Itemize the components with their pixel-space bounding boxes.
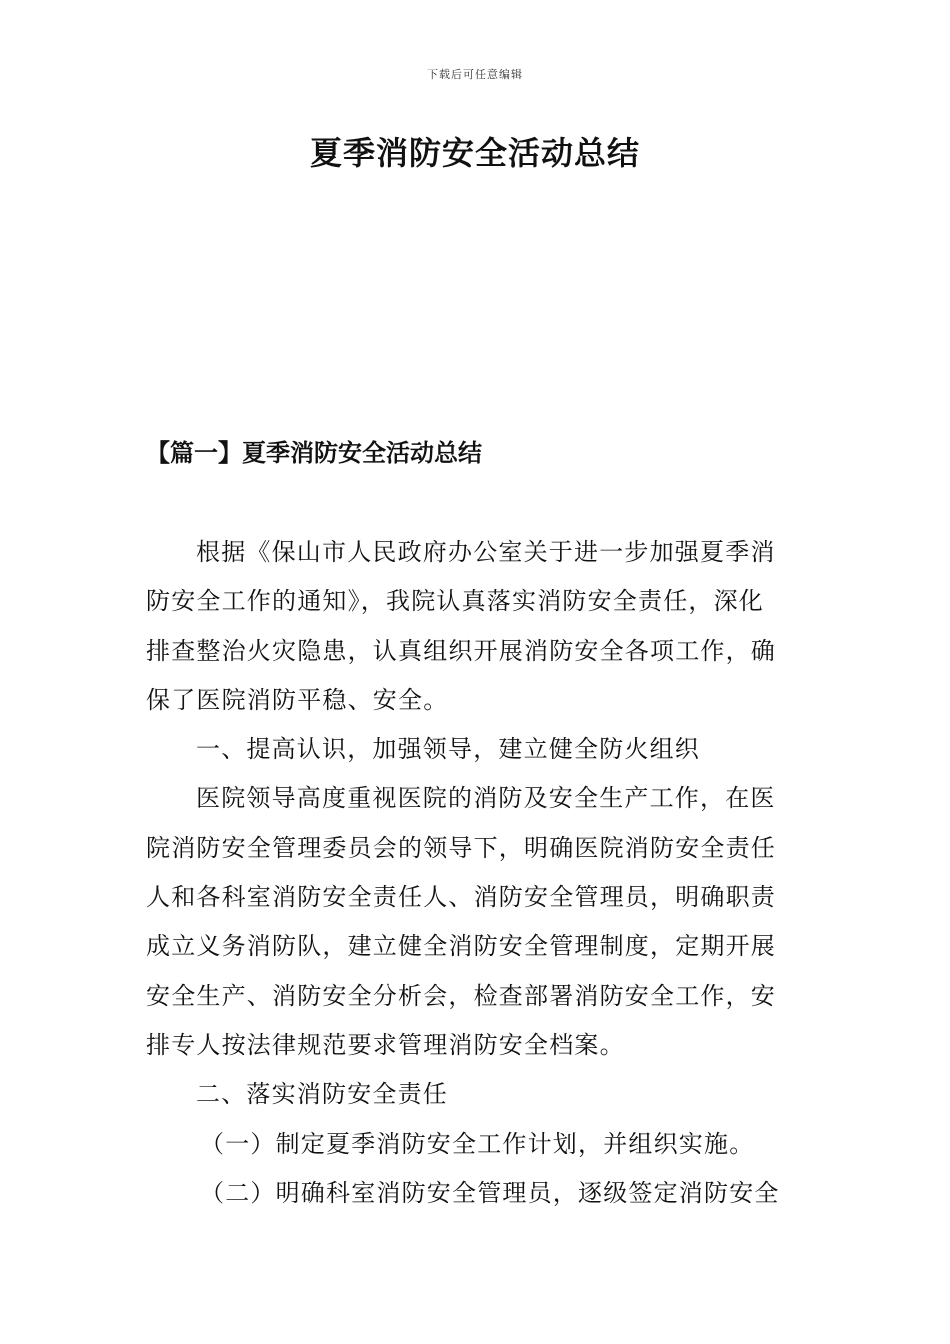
text-line: 安全生产、消防安全分析会，检查部署消防安全工作，安	[146, 981, 776, 1010]
header-note: 下载后可任意编辑	[427, 68, 523, 81]
text-line: 院消防安全管理委员会的领导下，明确医院消防安全责任	[146, 833, 776, 862]
document-body	[146, 528, 806, 1218]
text-line: 人和各科室消防安全责任人、消防安全管理员，明确职责	[146, 883, 776, 912]
text-line: 一、提高认识，加强领导，建立健全防火组织	[196, 735, 700, 764]
text-line: 排查整治火灾隐患，认真组织开展消防安全各项工作，确	[146, 636, 776, 665]
heading-raise-awareness	[146, 725, 806, 774]
page-title: 夏季消防安全活动总结	[309, 134, 640, 172]
text-line: （二）明确科室消防安全管理员，逐级签定消防安全	[200, 1178, 780, 1207]
text-line: （一）制定夏季消防安全工作计划，并组织实施。	[200, 1129, 755, 1158]
text-line: 根据《保山市人民政府办公室关于进一步加强夏季消	[196, 538, 776, 566]
heading-responsibility	[146, 1070, 806, 1119]
section-heading: 【篇一】夏季消防安全活动总结	[146, 438, 482, 467]
text-line: 保了医院消防平稳、安全。	[146, 685, 449, 714]
text-line: 医院领导高度重视医院的消防及安全生产工作，在医	[196, 784, 776, 813]
text-line: 排专人按法律规范要求管理消防安全档案。	[146, 1030, 625, 1059]
text-line: 成立义务消防队，建立健全消防安全管理制度，定期开展	[146, 932, 776, 961]
paragraph-intro	[146, 528, 806, 725]
list-item-manager	[146, 1169, 806, 1218]
list-item-plan	[146, 1120, 806, 1169]
text-line: 二、落实消防安全责任	[196, 1080, 448, 1109]
paragraph-leadership	[146, 774, 806, 1070]
text-line: 防安全工作的通知》，我院认真落实消防安全责任，深化	[146, 587, 764, 616]
